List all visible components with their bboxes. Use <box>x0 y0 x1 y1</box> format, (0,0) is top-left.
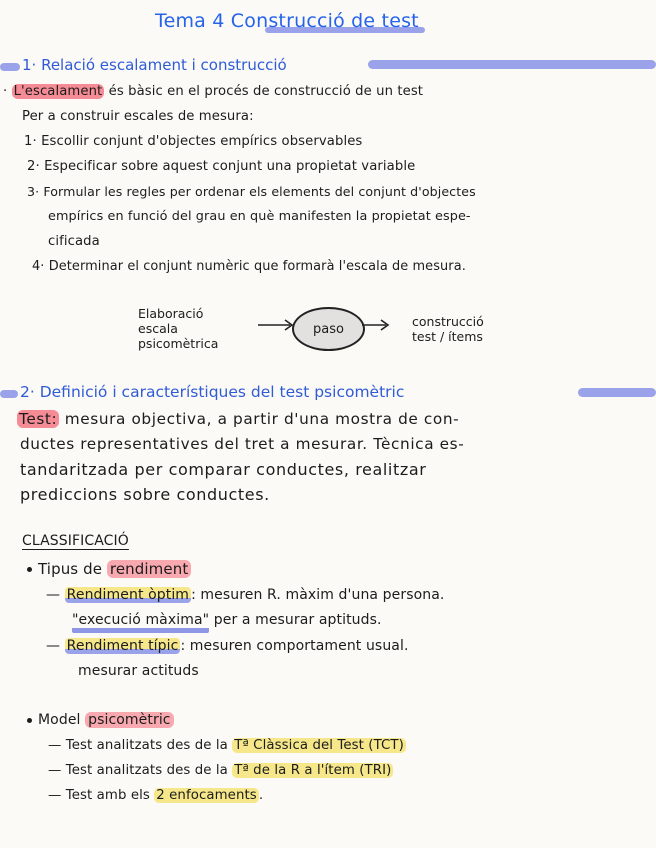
section-2-bar-right <box>578 388 656 397</box>
section-1-bar-right <box>368 60 656 69</box>
test-definition-line-4: prediccions sobre conductes. <box>20 485 270 504</box>
subtitle: Per a construir escales de mesura: <box>22 109 254 124</box>
bullet-dot: · <box>3 84 8 99</box>
step-3: 3· Formular les regles per ordenar els elements del conjunt d'objectes <box>27 184 476 199</box>
rendiment-tipic-cont: mesurar actituds <box>78 663 199 679</box>
page-title: Tema 4 Construcció de test <box>155 10 419 32</box>
arrow-right-icon <box>258 318 296 332</box>
diagram-center-node: paso <box>292 307 365 351</box>
arrow-right-icon <box>362 318 392 332</box>
rendiment-tipic-term: Rendiment típic <box>66 638 179 654</box>
tipus-line: Tipus de rendiment <box>27 560 191 578</box>
bullet-dot <box>27 567 32 572</box>
rendiment-term: rendiment <box>107 560 191 578</box>
model-line: Model psicomètric <box>27 712 174 728</box>
step-2: 2· Especificar sobre aquest conjunt una propietat variable <box>27 159 416 174</box>
test-definition-line-2: ductes representatives del tret a mesurar. Tècnica es- <box>20 435 465 453</box>
test-term: Test: <box>19 410 58 428</box>
rendiment-optim-line: — Rendiment òptim : mesuren R. màxim d'una persona. <box>46 587 445 603</box>
test-definition-line-1: Test: mesura objectiva, a partir d'una mostra de con- <box>19 410 460 428</box>
test-definition-line-3: tandaritzada per comparar conductes, realitzar <box>20 460 427 479</box>
psicometric-term: psicomètric <box>85 712 174 728</box>
step-1: 1· Escollir conjunt d'objectes empírics observables <box>24 134 363 149</box>
section-1-heading: 1· Relació escalament i construcció <box>22 56 287 74</box>
section-2-bar-left <box>0 390 18 398</box>
intro-rest: és bàsic en el procés de construcció de un test <box>104 84 424 99</box>
classification-title: CLASSIFICACIÓ <box>22 533 129 549</box>
model-item-1: — Test analitzats des de la Tª Clàssica del Test (TCT) <box>48 738 404 753</box>
step-3-cont2: cificada <box>48 234 100 249</box>
step-3-cont: empírics en funció del grau en què manifesten la propietat espe- <box>48 209 471 224</box>
diagram-left: Elaboració escala psicomètrica <box>138 306 219 351</box>
bullet-dot <box>27 718 32 723</box>
intro-term: L'escalament <box>13 84 103 99</box>
diagram-right: construcció test / ítems <box>412 314 484 344</box>
model-item-3: — Test amb els 2 enfocaments . <box>48 788 264 803</box>
step-4: 4· Determinar el conjunt numèric que formarà l'escala de mesura. <box>32 259 466 274</box>
model-item-2: — Test analitzats des de la Tª de la R a l'ítem (TRI) <box>48 763 392 778</box>
intro-line <box>3 84 423 99</box>
section-2-heading: 2· Definició i característiques del test psicomètric <box>20 383 405 401</box>
rendiment-optim-term: Rendiment òptim <box>66 587 190 603</box>
rendiment-optim-cont: "execució màxima" per a mesurar aptituds. <box>72 612 382 628</box>
section-1-bar-left <box>0 63 20 71</box>
rendiment-tipic-line: — Rendiment típic : mesuren comportament usual. <box>46 638 409 654</box>
